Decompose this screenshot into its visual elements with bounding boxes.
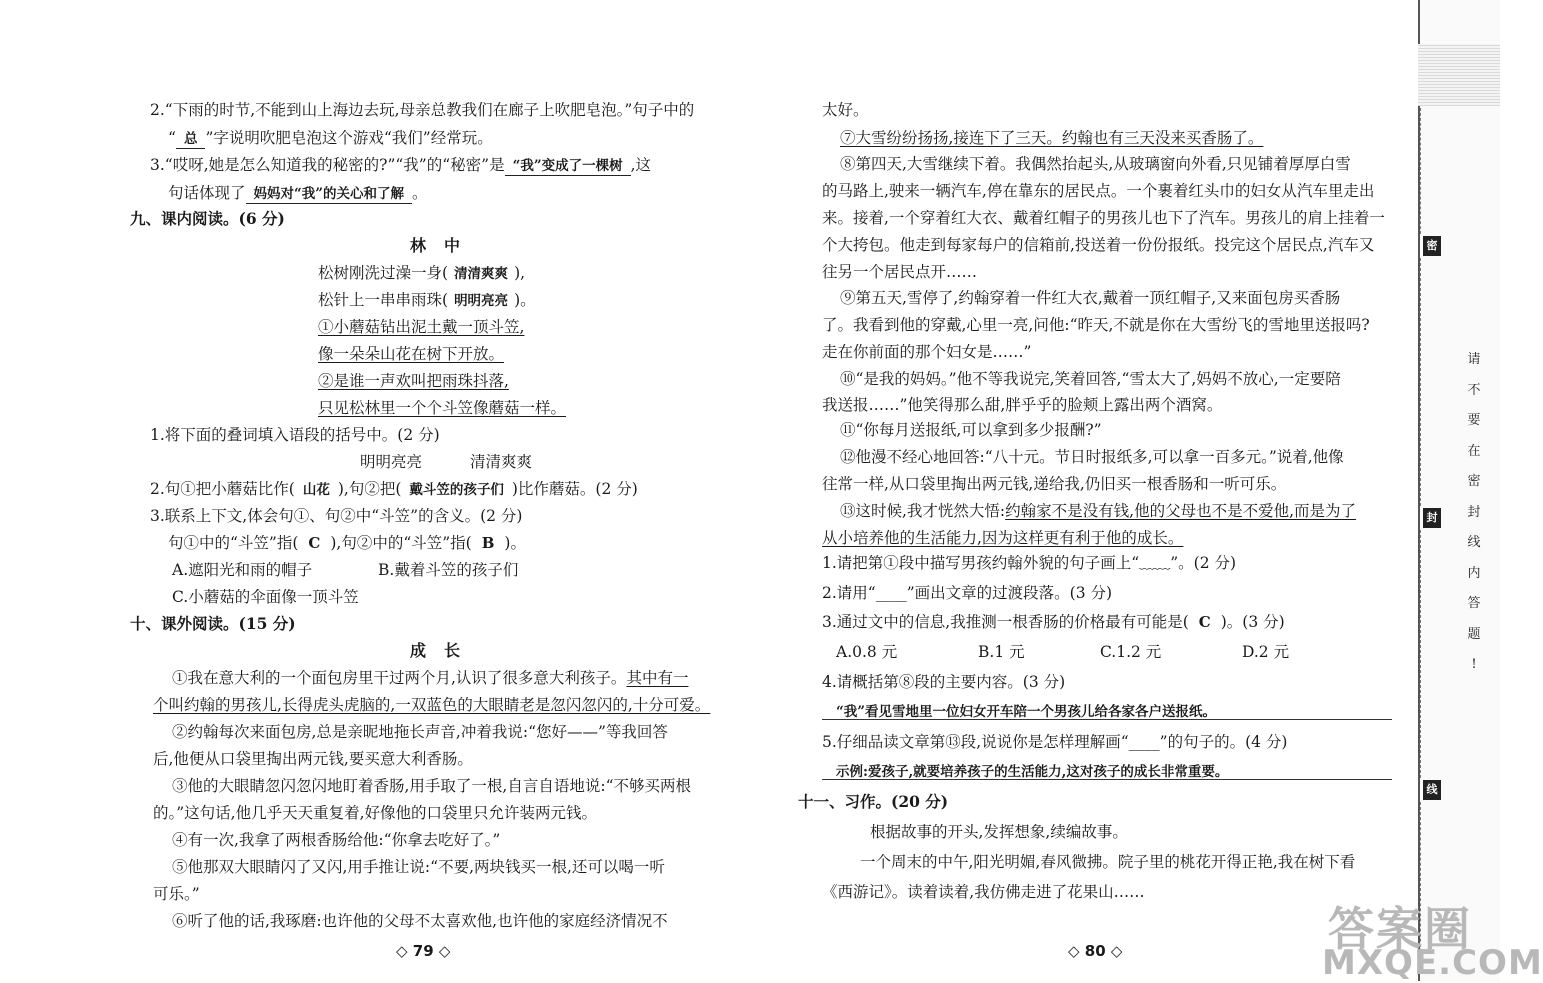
q9-2-a: 2.句①把小蘑菇比作( [150, 480, 295, 498]
para-1-underlined: 其中有一 [626, 669, 689, 687]
notice-char: 不 [1467, 382, 1481, 398]
section-11-heading: 十一、习作。(20 分) [798, 792, 949, 811]
para-2-line2: 后,他便从口袋里掏出两元钱,要买意大利香肠。 [153, 750, 473, 768]
poem-l2-text: 松针上一串串雨珠( [318, 291, 449, 309]
seal-xian: 线 [1423, 780, 1441, 800]
answer-q4: “我”看见雪地里一位妇女开车陪一个男孩儿给各家各户送报纸。 [836, 704, 1217, 720]
para-1-line1 [172, 668, 688, 688]
q10-1-post: ”。(2 分) [1170, 554, 1237, 572]
para-1-text: ①我在意大利的一个面包房里干过两个月,认识了很多意大利孩子。 [172, 669, 627, 687]
para-13-line2: 从小培养他的生活能力,因为这样更有利于他的成长。 [822, 529, 1184, 547]
para-2-line1: ②约翰每次来面包房,总是亲昵地拖长声音,冲着我说:“您好——”等我回答 [172, 723, 668, 741]
line-mark: ____ [875, 584, 907, 602]
q8-2-rest: ”字说明吹肥皂泡这个游戏“我们”经常玩。 [205, 129, 493, 147]
notice-char: ! [1471, 657, 1477, 672]
answer-line-q4 [822, 719, 1392, 720]
q9-3-option-b: B.戴着斗笠的孩子们 [378, 561, 519, 579]
poem-l1-text: 松树刚洗过澡一身( [318, 264, 449, 282]
para-8-line2: 的马路上,驶来一辆汽车,停在靠东的居民点。一个裹着红头巾的妇女从汽车里走出 [822, 182, 1375, 200]
poem-line-2 [318, 290, 536, 311]
left-page [0, 0, 760, 981]
writing-prompt-line1: 一个周末的中午,阳光明媚,春风微拂。院子里的桃花开得正艳,我在树下看 [860, 853, 1356, 871]
q9-1: 1.将下面的叠词填入语段的括号中。(2 分) [150, 426, 440, 444]
q10-1-text: 1.请把第①段中描写男孩约翰外貌的句子画上“ [822, 554, 1140, 572]
q9-3-option-c: C.小蘑菇的伞面像一顶斗笠 [172, 588, 359, 606]
para-12-line2: 往常一样,从口袋里掏出两元钱,递给我,仍旧买一根香肠和一听可乐。 [822, 475, 1287, 493]
para-8-line3: 来。接着,一个穿着红大衣、戴着红帽子的男孩儿也下了汽车。男孩儿的肩上挂着一 [822, 209, 1385, 227]
para-7: ⑦大雪纷纷扬扬,接连下了三天。约翰也有三天没来买香肠了。 [840, 129, 1264, 147]
right-page [760, 0, 1418, 981]
para-13-text: ⑬这时候,我才恍然大悟: [840, 502, 1006, 520]
q8-3-post: ,这 [630, 156, 652, 174]
para-11: ⑪“你每月送报纸,可以拿到多少报酬?” [840, 421, 1102, 439]
para-10-line2: 我送报……”他笑得那么甜,胖乎乎的脸颊上露出两个酒窝。 [822, 396, 1223, 414]
story-title: 成长 [410, 641, 479, 660]
watermark-logo [1300, 893, 1543, 983]
notice-char: 答 [1467, 596, 1481, 611]
q10-3-option-c: C.1.2 元 [1100, 643, 1162, 661]
answer-zong: 总 [176, 130, 206, 149]
q9-2 [150, 479, 638, 500]
para-12-line1: ⑫他漫不经心地回答:“八十元。节日时报纸多,可以拿一百多元。”说着,他像 [840, 448, 1344, 466]
answer-q5: 示例:爱孩子,就要培养孩子的生活能力,这对孩子的成长非常重要。 [836, 764, 1229, 780]
q10-3 [822, 612, 1285, 632]
notice-char: 在 [1467, 443, 1481, 459]
poem-line-4: 像一朵朵山花在树下开放。 [318, 345, 505, 363]
q9-1-word1: 明明亮亮 [360, 453, 423, 471]
para-6-line2: 太好。 [822, 101, 869, 119]
answer-line-q5 [822, 779, 1392, 780]
quote-open: “ [168, 129, 176, 147]
writing-prompt-line2: 《西游记》。读着读着,我仿佛走进了花果山…… [822, 883, 1145, 901]
answer-shanhua: 山花 [302, 482, 330, 498]
q10-2-text: 2.请用“ [822, 584, 876, 602]
poem-line-1 [318, 263, 525, 284]
notice-char: 要 [1467, 413, 1481, 428]
poem-line-3: ①小蘑菇钻出泥土戴一顶斗笠, [318, 318, 525, 336]
answer-children: 戴斗笠的孩子们 [409, 482, 504, 498]
para-5-line2: 可乐。” [153, 885, 200, 903]
q9-3b-c: )。 [504, 534, 526, 552]
poem-line-5: ②是谁一声欢叫把雨珠抖落, [318, 372, 509, 390]
answer-secret: “我”变成了一棵树 [505, 157, 631, 176]
q10-1 [822, 553, 1236, 573]
q10-5-post: ”的句子的。(4 分) [1159, 733, 1288, 751]
q10-3-option-b: B.1 元 [978, 643, 1025, 661]
q8-3-line2 [168, 183, 428, 204]
answer-q3: C [1198, 613, 1211, 631]
seal-feng: 封 [1423, 508, 1441, 528]
para-9-line1: ⑨第五天,雪停了,约翰穿着一件红大衣,戴着一顶红帽子,又来面包房买香肠 [840, 289, 1341, 307]
answer-b: B [481, 534, 495, 552]
page-number-80: ◇ 80 ◇ [1068, 942, 1123, 960]
para-8-line1: ⑧第四天,大雪继续下着。我偶然抬起头,从玻璃窗向外看,只见铺着厚厚白雪 [840, 155, 1351, 173]
q8-2-line2 [168, 128, 493, 149]
page-number-79: ◇ 79 ◇ [396, 942, 451, 960]
notice-char: 题 [1467, 626, 1481, 642]
strip-texture [1418, 44, 1500, 106]
q9-3-fill [168, 533, 526, 553]
poem-l2-post: )。 [514, 291, 536, 309]
para-3-line1: ③他的大眼睛忽闪忽闪地盯着香肠,用手取了一根,自言自语地说:“不够买两根 [172, 777, 692, 795]
q9-2-b: ),句②把( [337, 480, 402, 498]
wavy-mark: ﹏﹏ [1139, 554, 1171, 572]
answer-c: C [308, 534, 321, 552]
q10-3-option-a: A.0.8 元 [836, 643, 898, 661]
q8-3-line1 [150, 155, 651, 176]
binding-strip [1418, 0, 1500, 981]
writing-instruction: 根据故事的开头,发挥想象,续编故事。 [870, 823, 1128, 841]
line-mark-q5: ____ [1128, 733, 1160, 751]
para-9-line3: 走在你前面的那个妇女是……” [822, 343, 1032, 361]
q10-4: 4.请概括第⑧段的主要内容。(3 分) [822, 673, 1066, 691]
q9-3-option-a: A.遮阳光和雨的帽子 [172, 561, 313, 579]
para-6-line1: ⑥听了他的话,我琢磨:也许他的父母不太喜欢他,也许他的家庭经济情况不 [172, 912, 668, 930]
seal-line-segment-3 [1420, 530, 1421, 778]
poem-line-6: 只见松林里一个个斗笠像蘑菇一样。 [318, 399, 567, 417]
q8-3b-post: 。 [412, 184, 428, 202]
para-5-line1: ⑤他那双大眼睛闪了又闪,用手推让说:“不要,两块钱买一根,还可以喝一听 [172, 858, 665, 876]
para-8-line4: 个大挎包。他走到每家每户的信箱前,投送着一份份报纸。投完这个居民点,汽车又 [822, 236, 1375, 254]
notice-char: 密 [1467, 474, 1481, 489]
notice-char: 请 [1467, 352, 1481, 367]
para-9-line2: 了。我看到他的穿戴,心里一亮,问他:“昨天,不就是你在大雪纷飞的雪地里送报吗? [822, 316, 1370, 334]
para-3-line2: 的。”这句话,他几乎天天重复着,好像他的口袋里只允许装两元钱。 [153, 804, 598, 822]
q10-3-post: )。(3 分) [1220, 613, 1285, 631]
seal-line-segment-1 [1420, 108, 1421, 234]
q10-2 [822, 583, 1112, 603]
poem-title: 林中 [410, 236, 479, 255]
para-4: ④有一次,我拿了两根香肠给他:“你拿去吃好了。” [172, 831, 501, 849]
q10-2-post: ”画出文章的过渡段落。(3 分) [906, 584, 1113, 602]
answer-qingqing: 清清爽爽 [454, 266, 509, 282]
seal-line-segment-2 [1420, 258, 1421, 506]
q9-1-word2: 清清爽爽 [470, 453, 533, 471]
q8-3b-text: 句话体现了 [168, 184, 246, 202]
q9-3b-b: ),句②中的“斗笠”指( [330, 534, 472, 552]
para-13-underlined: 约翰家不是没有钱,他的父母也不是不爱他,而是为了 [1005, 502, 1357, 520]
notice-char: 封 [1467, 504, 1481, 520]
section-9-heading: 九、课内阅读。(6 分) [130, 209, 285, 228]
notice-char: 内 [1467, 565, 1481, 581]
q10-5-text: 5.仔细品读文章第⑬段,说说你是怎样理解画“ [822, 733, 1129, 751]
para-13-line1 [840, 501, 1356, 521]
q8-2-line1: 2.“下雨的时节,不能到山上海边去玩,母亲总教我们在廊子上吹肥皂泡。”句子中的 [150, 101, 695, 119]
para-1-line2: 个叫约翰的男孩儿,长得虎头虎脑的,一双蓝色的大眼睛老是忽闪忽闪的,十分可爱。 [153, 696, 711, 714]
q9-3: 3.联系上下文,体会句①、句②中“斗笠”的含义。(2 分) [150, 507, 523, 525]
para-8-line5: 往另一个居民点开…… [822, 263, 978, 281]
q10-3-text: 3.通过文中的信息,我推测一根香肠的价格最有可能是( [822, 613, 1189, 631]
q9-2-c: )比作蘑菇。(2 分) [511, 480, 638, 498]
watermark-bottom: MXQE.COM [1322, 943, 1543, 983]
q10-5 [822, 732, 1287, 752]
poem-l1-post: ), [514, 264, 526, 282]
q9-3b-a: 句①中的“斗笠”指( [168, 534, 299, 552]
answer-care: 妈妈对“我”的关心和了解 [246, 185, 413, 204]
binding-notice [1464, 345, 1484, 681]
seal-mi: 密 [1423, 236, 1441, 256]
answer-mingming: 明明亮亮 [454, 293, 509, 309]
section-10-heading: 十、课外阅读。(15 分) [130, 614, 296, 633]
watermark-top: 答案圈 [1328, 902, 1472, 956]
q8-3-text: 3.“哎呀,她是怎么知道我的秘密的?”“我”的“秘密”是 [150, 156, 505, 174]
q10-3-option-d: D.2 元 [1242, 643, 1290, 661]
para-10-line1: ⑩“是我的妈妈。”他不等我说完,笑着回答,“雪太大了,妈妈不放心,一定要陪 [840, 370, 1341, 388]
notice-char: 线 [1467, 535, 1481, 550]
